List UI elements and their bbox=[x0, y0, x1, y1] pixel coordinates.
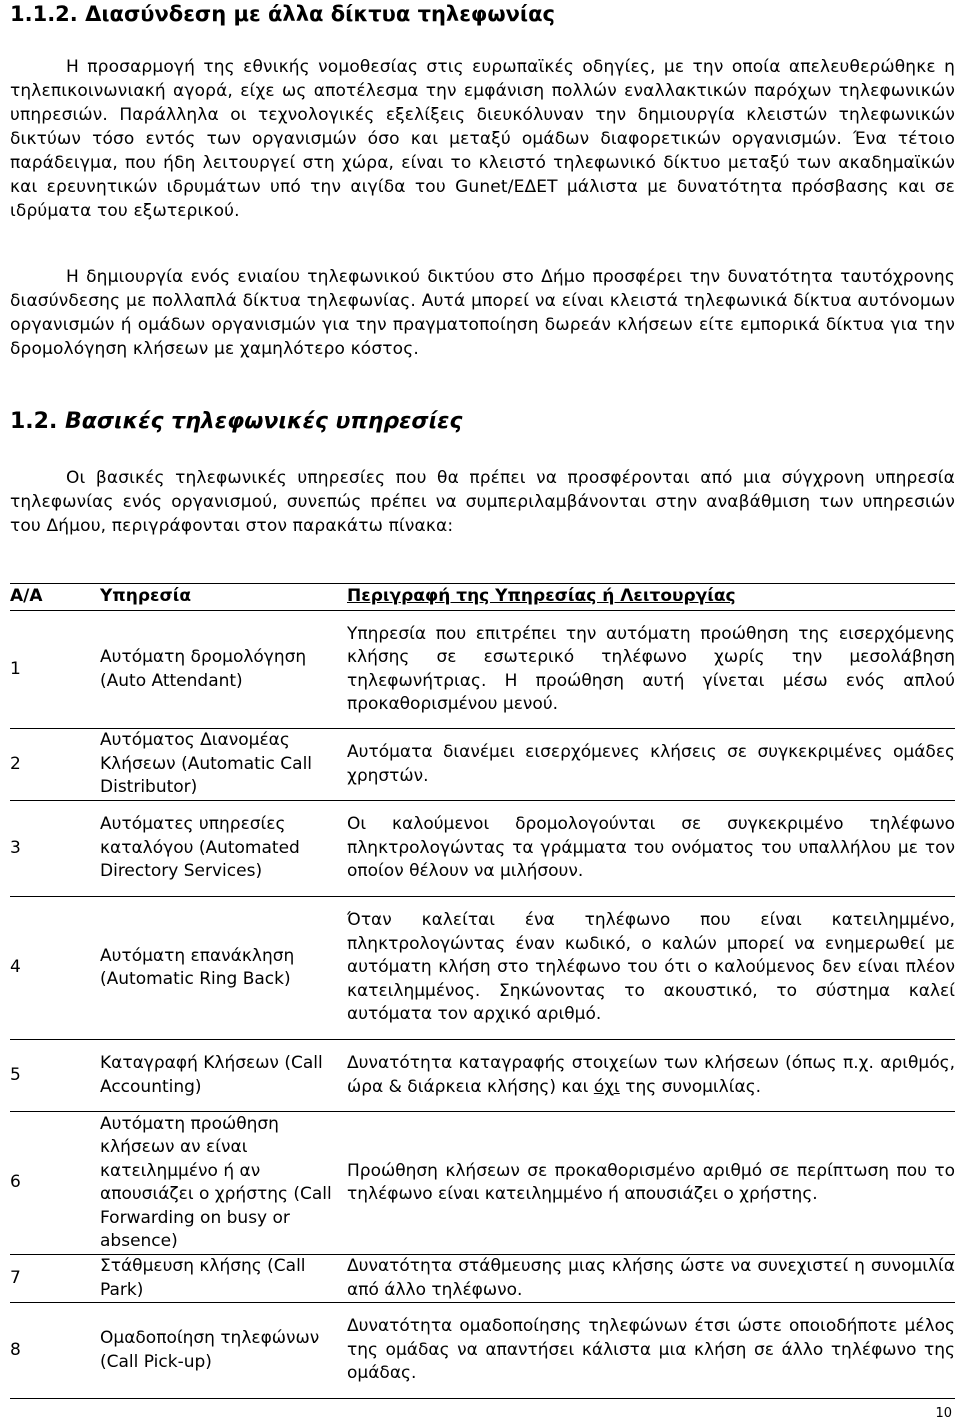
table-row bbox=[10, 1303, 955, 1399]
emphasis-not: όχι bbox=[593, 1076, 620, 1097]
row-service: Ομαδοποίηση τηλεφώνων (Call Pick-up) bbox=[100, 1303, 347, 1399]
header-description: Περιγραφή της Υπηρεσίας ή Λειτουργίας bbox=[347, 584, 955, 611]
table-row bbox=[10, 897, 955, 1040]
row-number: 8 bbox=[10, 1303, 100, 1399]
table-row bbox=[10, 1040, 955, 1112]
row-service: Αυτόματες υπηρεσίες καταλόγου (Automated Directory Services) bbox=[100, 801, 347, 897]
section-heading-basic-services bbox=[10, 408, 462, 436]
row-service: Αυτόματος Διανομέας Κλήσεων (Automatic Call Distributor) bbox=[100, 729, 347, 801]
row-description: Υπηρεσία που επιτρέπει την αυτόματη προώθηση της εισερχόμενης κλήσης σε εσωτερικό τηλέφωνο χωρίς την μεσολάβηση τηλεφωνήτριας. Η προώθηση αυτή γίνεται μέσω ενός απλού προκαθορισμένου μενού. bbox=[347, 611, 955, 729]
row-number: 7 bbox=[10, 1255, 100, 1303]
row-service: Αυτόματη επανάκληση (Automatic Ring Back) bbox=[100, 897, 347, 1040]
row-service: Αυτόματη δρομολόγηση (Auto Attendant) bbox=[100, 611, 347, 729]
row-service: Στάθμευση κλήσης (Call Park) bbox=[100, 1255, 347, 1303]
row-description: Αυτόματα διανέμει εισερχόμενες κλήσεις σε συγκεκριμένες ομάδες χρηστών. bbox=[347, 729, 955, 801]
paragraph-unified-network: Η δημιουργία ενός ενιαίου τηλεφωνικού δικτύου στο Δήμο προσφέρει την δυνατότητα ταυτόχρονης διασύνδεσης με πολλαπλά δίκτυα τηλεφωνίας. Αυτά μπορεί να είναι κλειστά τηλεφωνικά δίκτυα αυτόνομων οργανισμών ή ομάδων οργανισμών για την πραγματοποίηση δωρεάν κλήσεων είτε εμπορικά δίκτυα για την δρομολόγηση κλήσεων με χαμηλότερο κόστος. bbox=[10, 267, 955, 359]
page-number: 10 bbox=[935, 1406, 952, 1421]
header-number: Α/Α bbox=[10, 584, 100, 611]
table-row bbox=[10, 1112, 955, 1255]
row-number: 6 bbox=[10, 1112, 100, 1255]
table-header-row bbox=[10, 584, 955, 611]
table-row bbox=[10, 611, 955, 729]
table-row bbox=[10, 729, 955, 801]
row-number: 1 bbox=[10, 611, 100, 729]
row-service: Καταγραφή Κλήσεων (Call Accounting) bbox=[100, 1040, 347, 1112]
row-number: 2 bbox=[10, 729, 100, 801]
section-number: 1.1.2. bbox=[10, 2, 78, 26]
row-number: 4 bbox=[10, 897, 100, 1040]
section-title: Βασικές τηλεφωνικές υπηρεσίες bbox=[65, 409, 463, 434]
section-number: 1.2. bbox=[10, 409, 58, 434]
row-description: Οι καλούμενοι δρομολογούνται σε συγκεκριμένο τηλέφωνο πληκτρολογώντας τα γράμματα του ονόματος του υπαλλήλου με τον οποίον θέλουν να μιλήσουν. bbox=[347, 801, 955, 897]
paragraph-services-intro: Οι βασικές τηλεφωνικές υπηρεσίες που θα πρέπει να προσφέρονται από μια σύγχρονη υπηρεσία τηλεφωνίας ενός οργανισμού, συνεπώς πρέπει να συμπεριλαμβάνονται στην αναβάθμιση των υπηρεσιών του Δήμου, περιγράφονται στον παρακάτω πίνακα: bbox=[10, 468, 955, 536]
paragraph-liberalization: Η προσαρμογή της εθνικής νομοθεσίας στις ευρωπαϊκές οδηγίες, με την οποία απελευθερώθηκε η τηλεπικοινωνιακή αγορά, είχε ως αποτέλεσμα την εμφάνιση πολλών εναλλακτικών παρόχων τηλεφωνικών υπηρεσιών. Παράλληλα οι τεχνολογικές εξελίξεις διευκόλυναν την δημιουργία κλειστών τηλεφωνικών δικτύων τόσο εντός των οργανισμών όσο και μεταξύ ομάδων διαφορετικών οργανισμών. Ένα τέτοιο παράδειγμα, που ήδη λειτουργεί στη χώρα, είναι το κλειστό τηλεφωνικό δίκτυο μεταξύ των ακαδημαϊκών και ερευνητικών ιδρυμάτων υπό την αιγίδα του Gunet/ΕΔΕΤ μάλιστα με δυνατότητα πρόσβασης και σε ιδρύματα του εξωτερικού. bbox=[10, 57, 955, 221]
row-description: Δυνατότητα καταγραφής στοιχείων των κλήσεων (όπως π.χ. αριθμός, ώρα & διάρκεια κλήσης) και όχι της συνομιλίας. bbox=[347, 1040, 955, 1112]
row-description: Δυνατότητα ομαδοποίησης τηλεφώνων έτσι ώστε οποιοδήποτε μέλος της ομάδας να απαντήσει κάλιστα μια κλήση σε άλλο τηλέφωνο της ομάδας. bbox=[347, 1303, 955, 1399]
header-service: Υπηρεσία bbox=[100, 584, 347, 611]
row-number: 5 bbox=[10, 1040, 100, 1112]
table-row bbox=[10, 801, 955, 897]
section-heading-interconnection bbox=[10, 0, 555, 28]
table-row bbox=[10, 1255, 955, 1303]
section-title: Διασύνδεση με άλλα δίκτυα τηλεφωνίας bbox=[85, 2, 555, 26]
row-service: Αυτόματη προώθηση κλήσεων αν είναι κατειλημμένο ή αν απουσιάζει ο χρήστης (Call Forwarding on busy or absence) bbox=[100, 1112, 347, 1255]
row-description: Όταν καλείται ένα τηλέφωνο που είναι κατειλημμένο, πληκτρολογώντας έναν κωδικό, ο καλών μπορεί να ενημερωθεί με αυτόματη κλήση στο τηλέφωνο του ότι ο καλούμενος δεν είναι πλέον κατειλημμένος. Σηκώνοντας το ακουστικό, το σύστημα καλεί αυτόματα τον αρχικό αριθμό. bbox=[347, 897, 955, 1040]
row-description: Προώθηση κλήσεων σε προκαθορισμένο αριθμό σε περίπτωση που το τηλέφωνο είναι κατειλημμένο ή απουσιάζει ο χρήστης. bbox=[347, 1112, 955, 1255]
services-table bbox=[10, 583, 955, 1399]
row-description: Δυνατότητα στάθμευσης μιας κλήσης ώστε να συνεχιστεί η συνομιλία από άλλο τηλέφωνο. bbox=[347, 1255, 955, 1303]
row-number: 3 bbox=[10, 801, 100, 897]
